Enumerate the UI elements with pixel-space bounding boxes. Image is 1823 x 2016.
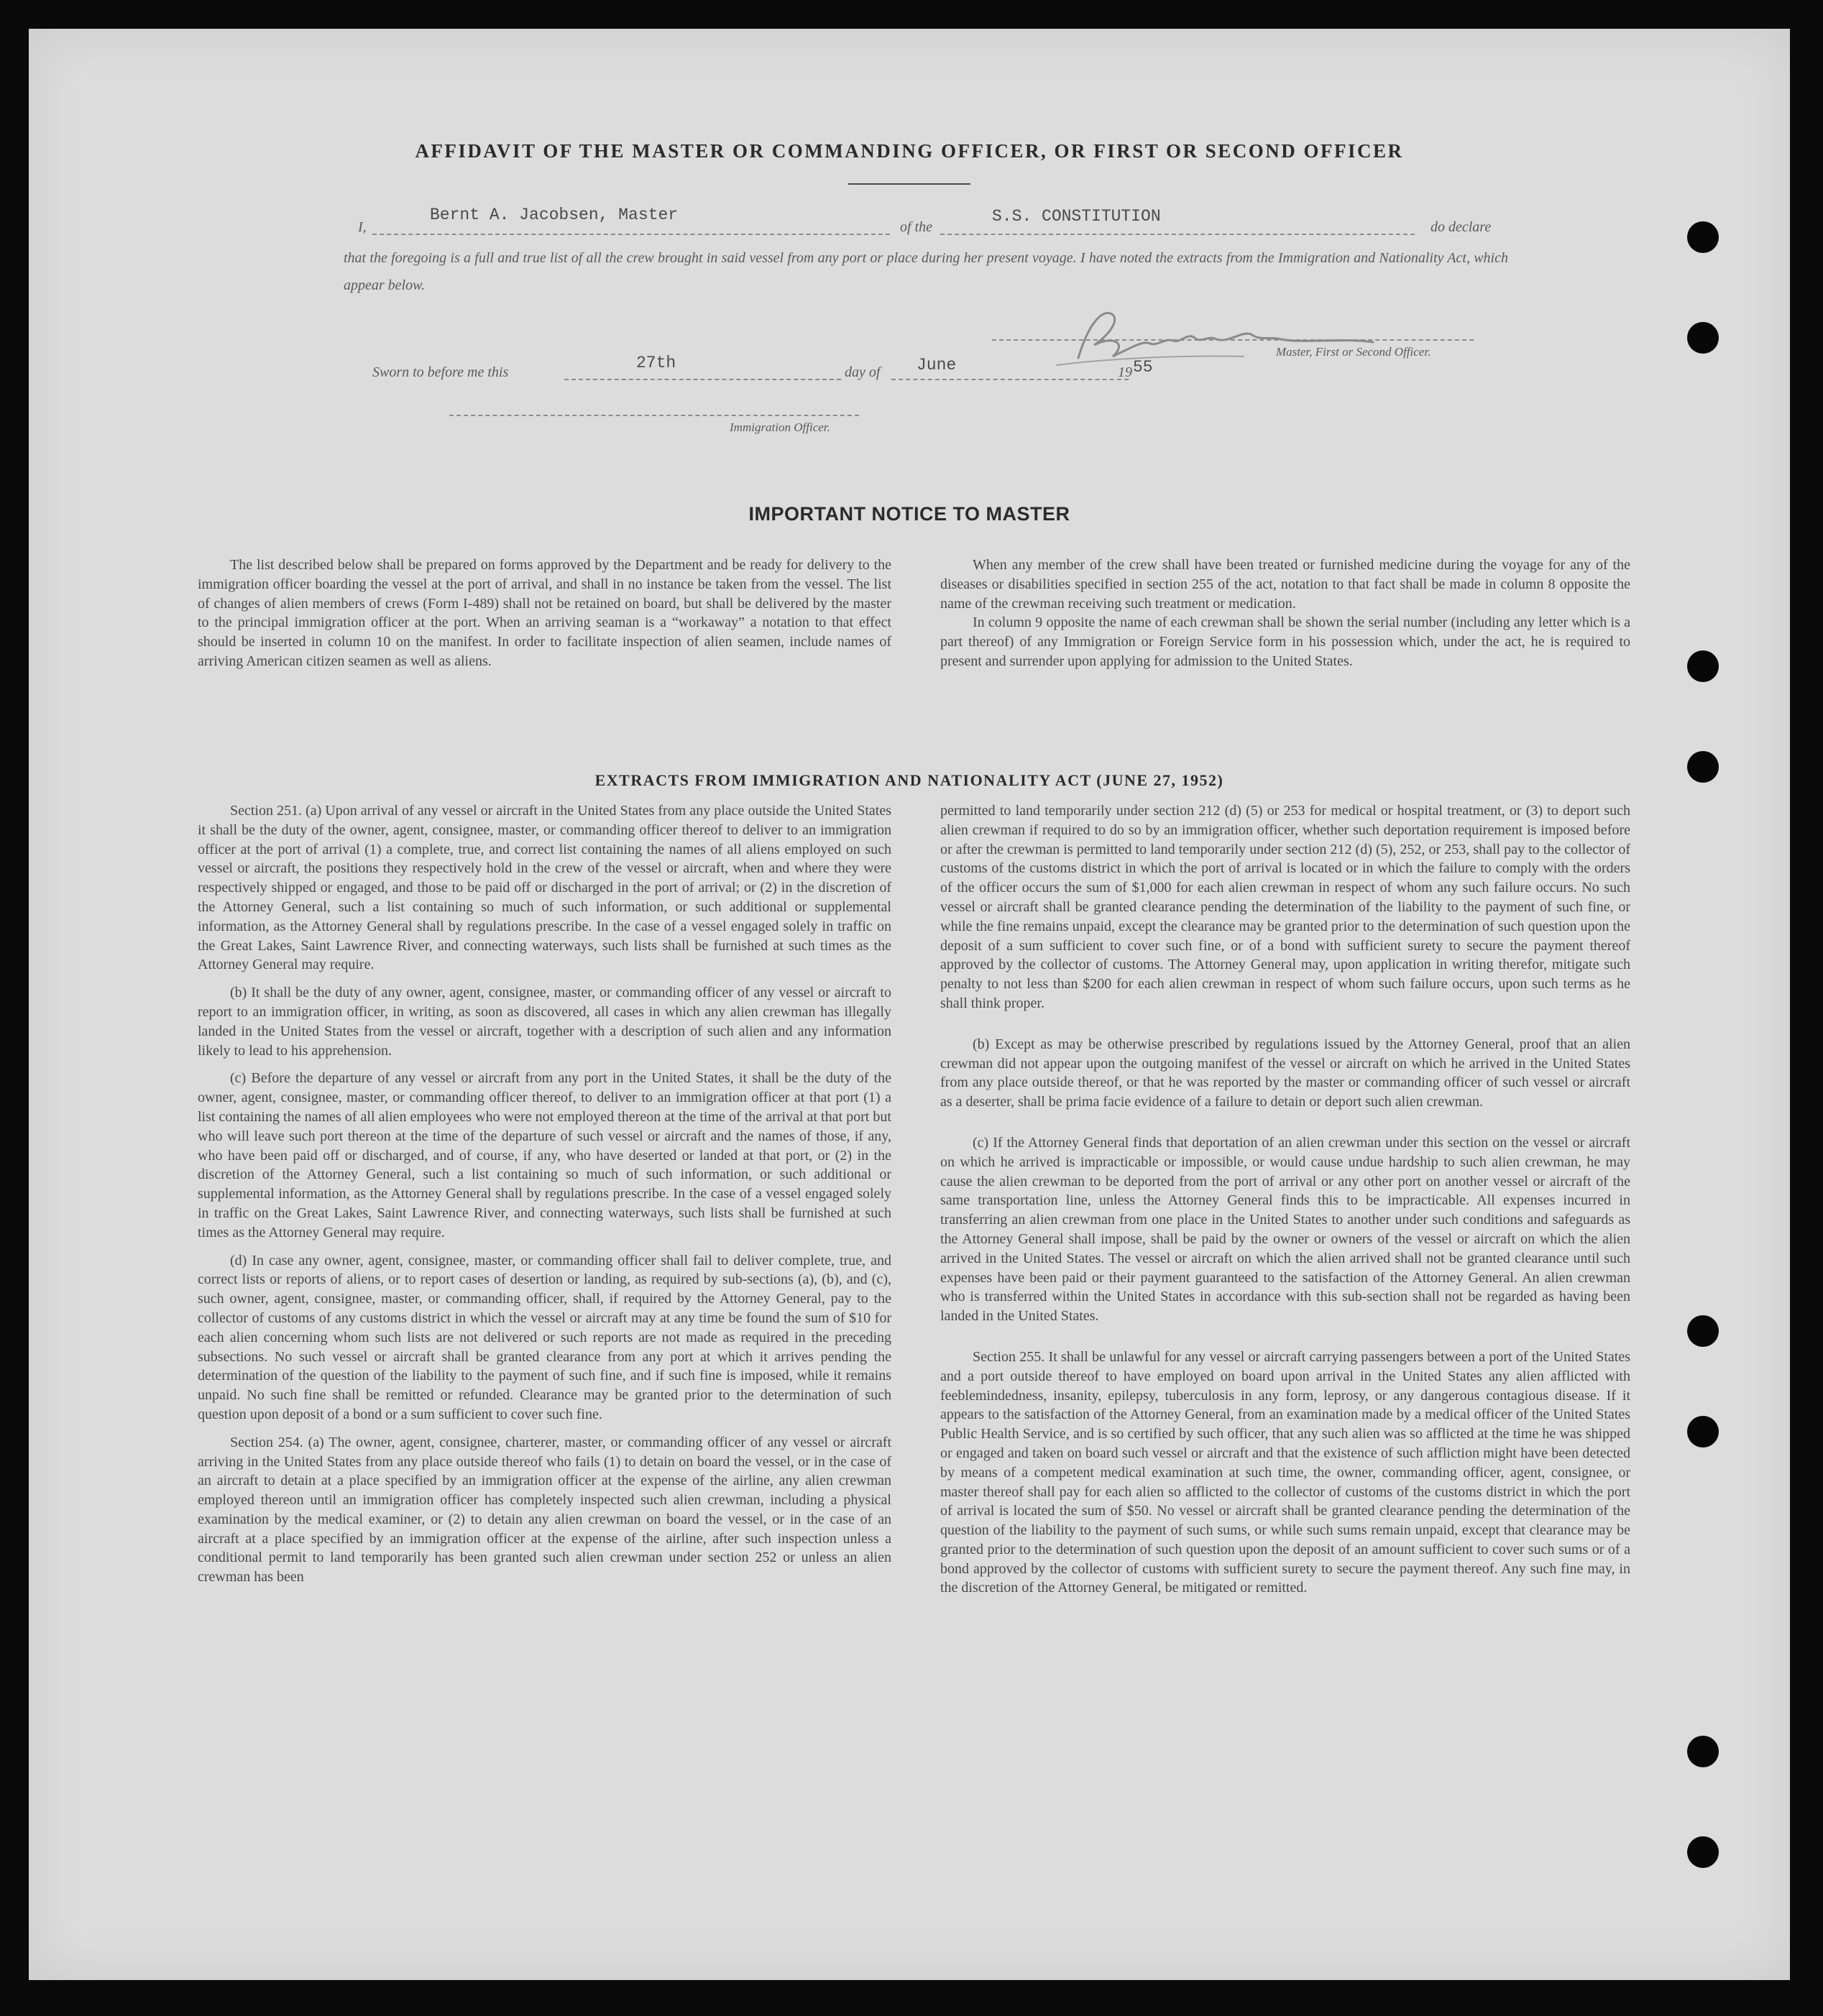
year-suffix-field: 55 (1133, 358, 1153, 377)
extract-section-254a: Section 254. (a) The owner, agent, consignee, charterer, master, or commanding officer of any vessel or aircraft arriving in the United States from any place outside thereof who fails (1) to detain on board the vessel, or in the case of an aircraft to detain at a place specified by an immigration officer at the expense of the airline, any alien crewman employed thereon until an immigration officer has completely inspected such alien crewman, including a physical examination by the medical examiner, or (2) to detain any alien crewman on board the vessel, or in the case of an aircraft at a place specified by an immigration officer at the expense of the airline, after such inspection unless a conditional permit to land temporarily has been granted such alien crewman under section 252 or unless an alien crewman has been (198, 1434, 891, 1585)
notice-right-column (940, 556, 1630, 671)
immigration-officer-line (449, 415, 859, 416)
extracts-right-column (940, 801, 1630, 1598)
extract-section-251b: (b) It shall be the duty of any owner, agent, consignee, master, or commanding officer of any vessel or aircraft to report to an immigration officer, in writing, as soon as discovered, all cases in which any alien crewman has illegally landed in the United States from the vessel or aircraft, together with a description of such alien and any information likely to lead to his apprehension. (198, 985, 891, 1059)
binder-hole (1687, 1315, 1719, 1347)
label-of-the: of the (900, 219, 932, 235)
document-sheet (29, 29, 1790, 1980)
extracts-left-column (198, 801, 891, 1587)
binder-hole (1687, 1836, 1719, 1868)
extracts-title: EXTRACTS FROM IMMIGRATION AND NATIONALITY ACT (JUNE 27, 1952) (594, 771, 1224, 789)
binder-hole (1687, 1416, 1719, 1447)
notice-left-column (198, 556, 891, 671)
binder-hole (1687, 322, 1719, 354)
label-i: I, (358, 219, 367, 235)
sworn-day-line (564, 379, 841, 380)
binder-hole (1687, 650, 1719, 682)
extract-section-254c: (c) If the Attorney General finds that deportation of an alien crewman under this section on the vessel or aircraft on which he arrived is impracticable or impossible, or would cause undue hardship to such alien crewman, he may cause the alien crewman to be deported from the port of arrival or any other port on another vessel or aircraft of the same transportation line, unless the Attorney General finds this to be impracticable. All expenses incurred in transferring an alien crewman from one place in the United States to another under such conditions and safeguards as the Attorney General shall impose, shall be paid by the owner or owners of the vessel or aircraft on which the alien arrived in the United States. The vessel or aircraft on which the alien arrived shall not be granted clearance until such expenses have been paid or their payment guaranteed to the satisfaction of the Attorney General. An alien crewman who is transferred within the United States in accordance with this sub-section shall not be regarded as having been landed in the United States. (940, 1134, 1630, 1325)
title-underline (848, 183, 970, 185)
vessel-name-line (940, 234, 1415, 235)
extract-section-251a: Section 251. (a) Upon arrival of any vessel or aircraft in the United States from any place outside the United States it shall be the duty of the owner, agent, consignee, master, or commanding officer thereof to deliver to an immigration officer at the port of arrival (1) a complete, true, and correct list containing the names of all aliens employed on such vessel or aircraft, the positions they respectively hold in the crew of the vessel or aircraft, when and where they were respectively shipped or engaged, and those to be paid off or discharged in the port of arrival; or (2) in the discretion of the Attorney General, such a list containing so much of such information, or such additional or supplemental information, as the Attorney General shall by regulations prescribe. In the case of a vessel engaged solely in traffic on the Great Lakes, Saint Lawrence River, and connecting waterways, such lists shall be furnished at such times as the Attorney General may require. (198, 803, 891, 973)
notice-paragraph: When any member of the crew shall have been treated or furnished medicine during the voyage for any of the diseases or disabilities specified in section 255 of the act, notation to that fact shall be made in column 8 opposite the name of the crewman receiving such treatment or medication. (940, 557, 1630, 612)
sworn-label: Sworn to before me this (372, 364, 509, 380)
signature-line (992, 339, 1474, 341)
binder-hole (1687, 221, 1719, 253)
extract-section-251d: (d) In case any owner, agent, consignee, master, or commanding officer shall fail to deliver complete, true, and correct lists or reports of aliens, or to report cases of desertion or landing, as required by sub-sections (a), (b), and (c), such owner, agent, consignee, master, or commanding officer, shall, if required by the Attorney General, pay to the collector of customs of any customs district in which the vessel or aircraft may at any time be found the sum of $10 for each alien concerning whom such lists are not delivered or such reports are not made as required in the preceding subsections. No such vessel or aircraft shall be granted clearance from any port at which it arrives pending the determination of the question of the liability to the payment of such fine, and if such fine is imposed, while it remains unpaid. No such fine shall be remitted or refunded. Clearance may be granted prior to the determination of such question upon deposit of a bond or a sum sufficient to cover such fine. (198, 1252, 891, 1422)
label-do-declare: do declare (1431, 219, 1492, 235)
notice-paragraph: In column 9 opposite the name of each crewman shall be shown the serial number (including any letter which is a part thereof) of any Immigration or Foreign Service form in his possession which, under the act, he is required to present and surrender upon applying for admission to the United States. (940, 615, 1630, 669)
master-name-field: Bernt A. Jacobsen, Master (430, 206, 679, 224)
master-signature (1028, 293, 1402, 379)
sworn-day-field: 27th (636, 354, 676, 372)
immigration-officer-caption: Immigration Officer. (730, 420, 830, 434)
vessel-name-field: S.S. CONSTITUTION (992, 207, 1161, 226)
extract-section-254b: (b) Except as may be otherwise prescribed by regulations issued by the Attorney General, proof that an alien crewman did not appear upon the outgoing manifest of the vessel or aircraft on which he arrived in the United States from any place outside thereof, or that he was reported by the master or commanding officer of such vessel or aircraft as a deserter, shall be prima facie evidence of a failure to detain or deport such alien crewman. (940, 1036, 1630, 1110)
notice-title: IMPORTANT NOTICE TO MASTER (748, 503, 1070, 525)
affidavit-title: AFFIDAVIT OF THE MASTER OR COMMANDING OFFICER, OR FIRST OR SECOND OFFICER (415, 140, 1404, 162)
label-day-of: day of (845, 364, 881, 380)
binder-hole (1687, 1736, 1719, 1767)
year-prefix: 19 (1118, 364, 1132, 380)
notice-paragraph: The list described below shall be prepared on forms approved by the Department and be ready for delivery to the immigration officer boarding the vessel at the port of arrival, and shall in no instance be taken from the vessel. The list of changes of alien members of crews (Form I-489) shall not be retained on board, but shall be delivered by the master to the principal immigration officer at the port. When an arriving seaman is a “workaway” a notation to that effect should be inserted in column 10 on the manifest. In order to facilitate inspection of alien seamen, include names of arriving American citizen seamen as well as aliens. (198, 557, 891, 669)
sworn-month-field: June (917, 356, 957, 374)
declaration-text: that the foregoing is a full and true list of all the crew brought in said vessel from any port or place during her present voyage. I have noted the extracts from the Immigration and Nationality Act, which appear below. (344, 250, 1508, 293)
sworn-month-line (891, 379, 1129, 380)
signature-caption: Master, First or Second Officer. (1276, 345, 1431, 359)
master-name-line (372, 234, 890, 235)
extract-section-254a-continued: permitted to land temporarily under section 212 (d) (5) or 253 for medical or hospital treatment, or (3) to deport such alien crewman if required to do so by an immigration officer, whether such deportation requirement is imposed before or after the crewman is permitted to land temporarily under section 212 (d) (5), 252, or 253, shall pay to the collector of customs of the customs district in which the port of arrival is located or in which the failure to comply with the orders of the officer occurs the sum of $1,000 for each alien crewman in respect of whom any such failure occurs. No such vessel or aircraft shall be granted clearance pending the determination of the liability to the payment of such fine, or while the fine remains unpaid, except the clearance may be granted prior to the determination of such question upon the deposit of a sum sufficient to cover such fine, or of a bond with sufficient surety to secure the payment thereof approved by the collector of customs. The Attorney General may, upon application in writing therefor, mitigate such penalty to not less than $200 for each alien crewman in respect of whom such failure occurs, upon such terms as he shall think proper. (940, 803, 1630, 1011)
extract-section-251c: (c) Before the departure of any vessel or aircraft from any port in the United States, it shall be the duty of the owner, agent, consignee, master, or commanding officer thereof, to deliver to an immigration officer at that port (1) a list containing the names of all alien employees who were not employed thereon at the time of the arrival at that port but who will leave such port thereon at the time of the departure of such vessel or aircraft and the names of those, if any, who have been paid off or discharged, and of course, if any, who have deserted or landed at that port, or (2) in the discretion of the Attorney General, such a list containing so much of such information, or such additional or supplemental information, as the Attorney General shall by regulations prescribe. In the case of a vessel engaged solely in traffic on the Great Lakes, Saint Lawrence River, and connecting waterways, such lists shall be furnished at such times as the Attorney General may require. (198, 1070, 891, 1241)
extract-section-255: Section 255. It shall be unlawful for any vessel or aircraft carrying passengers between a port of the United States and a port outside thereof to have employed on board upon arrival in the United States any alien afflicted with feeblemindedness, insanity, epilepsy, tuberculosis in any form, leprosy, or any dangerous contagious disease. If it appears to the satisfaction of the Attorney General, from an examination made by a medical officer of the United States Public Health Service, and is so certified by such officer, that any such alien was so afflicted at the time he was shipped or engaged and taken on board such vessel or aircraft and that the existence of such affliction might have been detected by means of a competent medical examination at such time, the owner, commanding officer, agent, consignee, or master thereof shall pay for each alien so afflicted to the collector of customs of the customs district in which the port of arrival is located the sum of $50. No vessel or aircraft shall be granted clearance pending the determination of the question of the liability to the payment of such sums, or while such sums remain unpaid, except that clearance may be granted prior to the determination of such question upon the deposit of an amount sufficient to cover such sums or of a bond approved by the collector of customs with sufficient surety to secure the payment thereof. Any such fine may, in the discretion of the Attorney General, be mitigated or remitted. (940, 1348, 1630, 1596)
